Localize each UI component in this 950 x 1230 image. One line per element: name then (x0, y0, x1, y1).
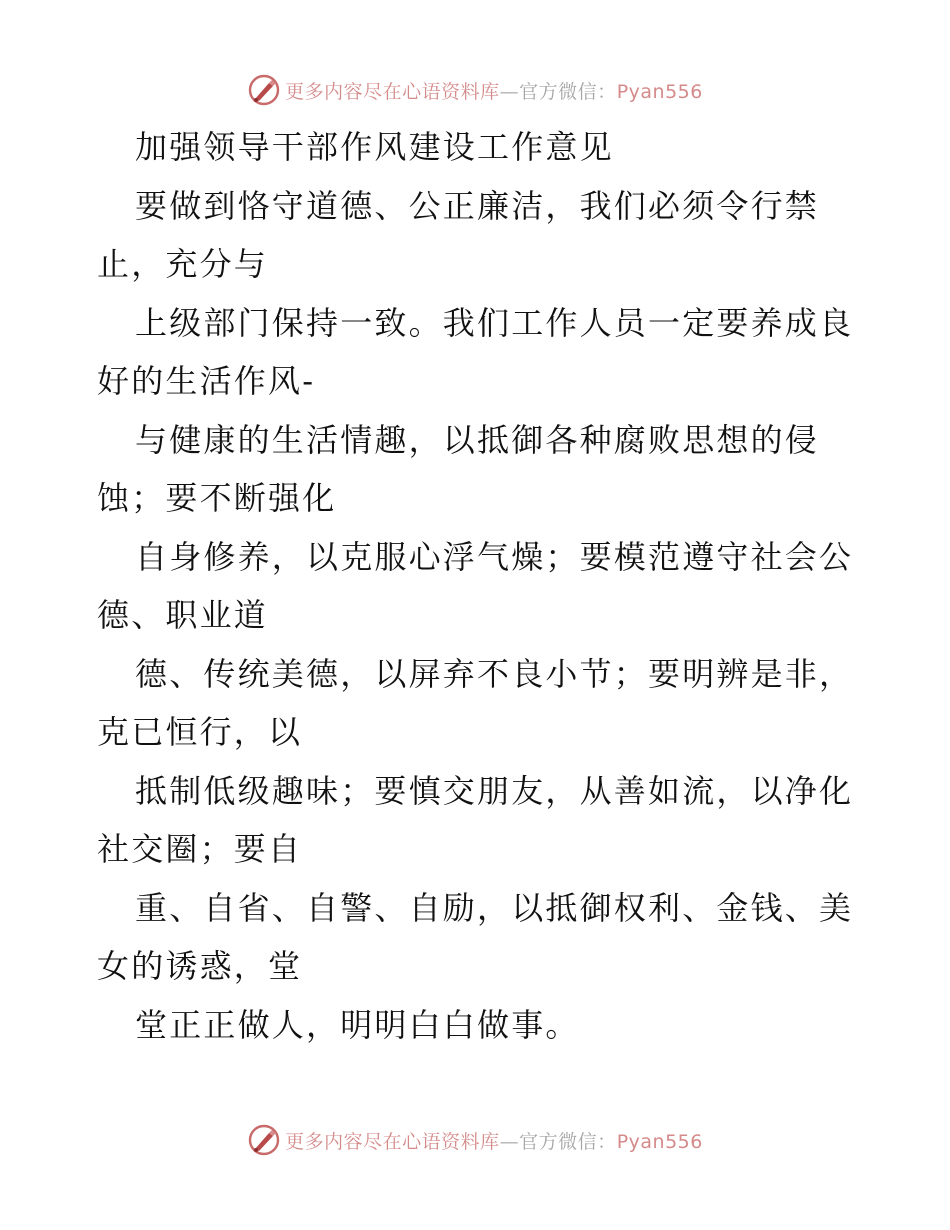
paragraph-line: 女的诱惑，堂 (97, 947, 303, 985)
document-title: 加强领导干部作风建设工作意见 (135, 128, 614, 166)
watermark-wechat-id: Pyan556 (616, 80, 703, 103)
header-watermark (0, 70, 950, 110)
paragraph-line: 克已恒行，以 (97, 713, 303, 751)
paragraph-line: 抵制低级趣味；要慎交朋友，从善如流，以净化 (135, 771, 854, 810)
watermark-wechat-label: 官方微信： (519, 1130, 617, 1153)
paragraph-line: 德、职业道 (97, 596, 269, 634)
paragraph-line: 与健康的生活情趣，以抵御各种腐败思想的侵 (135, 420, 820, 459)
paragraph-line: 止，充分与 (97, 245, 269, 283)
paragraph-line: 要做到恪守道德、公正廉洁，我们必须令行禁 (135, 186, 820, 225)
paragraph-line: 堂正正做人，明明白白做事。 (135, 1005, 580, 1044)
footer-watermark (0, 1120, 950, 1160)
watermark-wechat-label: 官方微信： (519, 80, 617, 103)
pen-circle-logo-icon (247, 1123, 281, 1157)
watermark-wechat-id: Pyan556 (616, 1130, 703, 1153)
paragraph-line: 重、自省、自警、自励，以抵御权利、金钱、美 (135, 888, 854, 927)
document-body (97, 118, 857, 1054)
watermark-separator: — (499, 1130, 520, 1153)
paragraph-line: 德、传统美德，以屏弃不良小节；要明辨是非， (135, 654, 854, 693)
watermark-separator: — (499, 80, 520, 103)
paragraph-line: 上级部门保持一致。我们工作人员一定要养成良 (135, 303, 854, 342)
pen-circle-logo-icon (247, 73, 281, 107)
paragraph-line: 蚀；要不断强化 (97, 479, 337, 517)
watermark-text: 更多内容尽在心语资料库 (285, 1130, 500, 1153)
paragraph-line: 自身修养，以克服心浮气燥；要模范遵守社会公 (135, 537, 854, 576)
watermark-text: 更多内容尽在心语资料库 (285, 80, 500, 103)
paragraph-line: 好的生活作风- (97, 362, 316, 400)
paragraph-line: 社交圈；要自 (97, 830, 303, 868)
